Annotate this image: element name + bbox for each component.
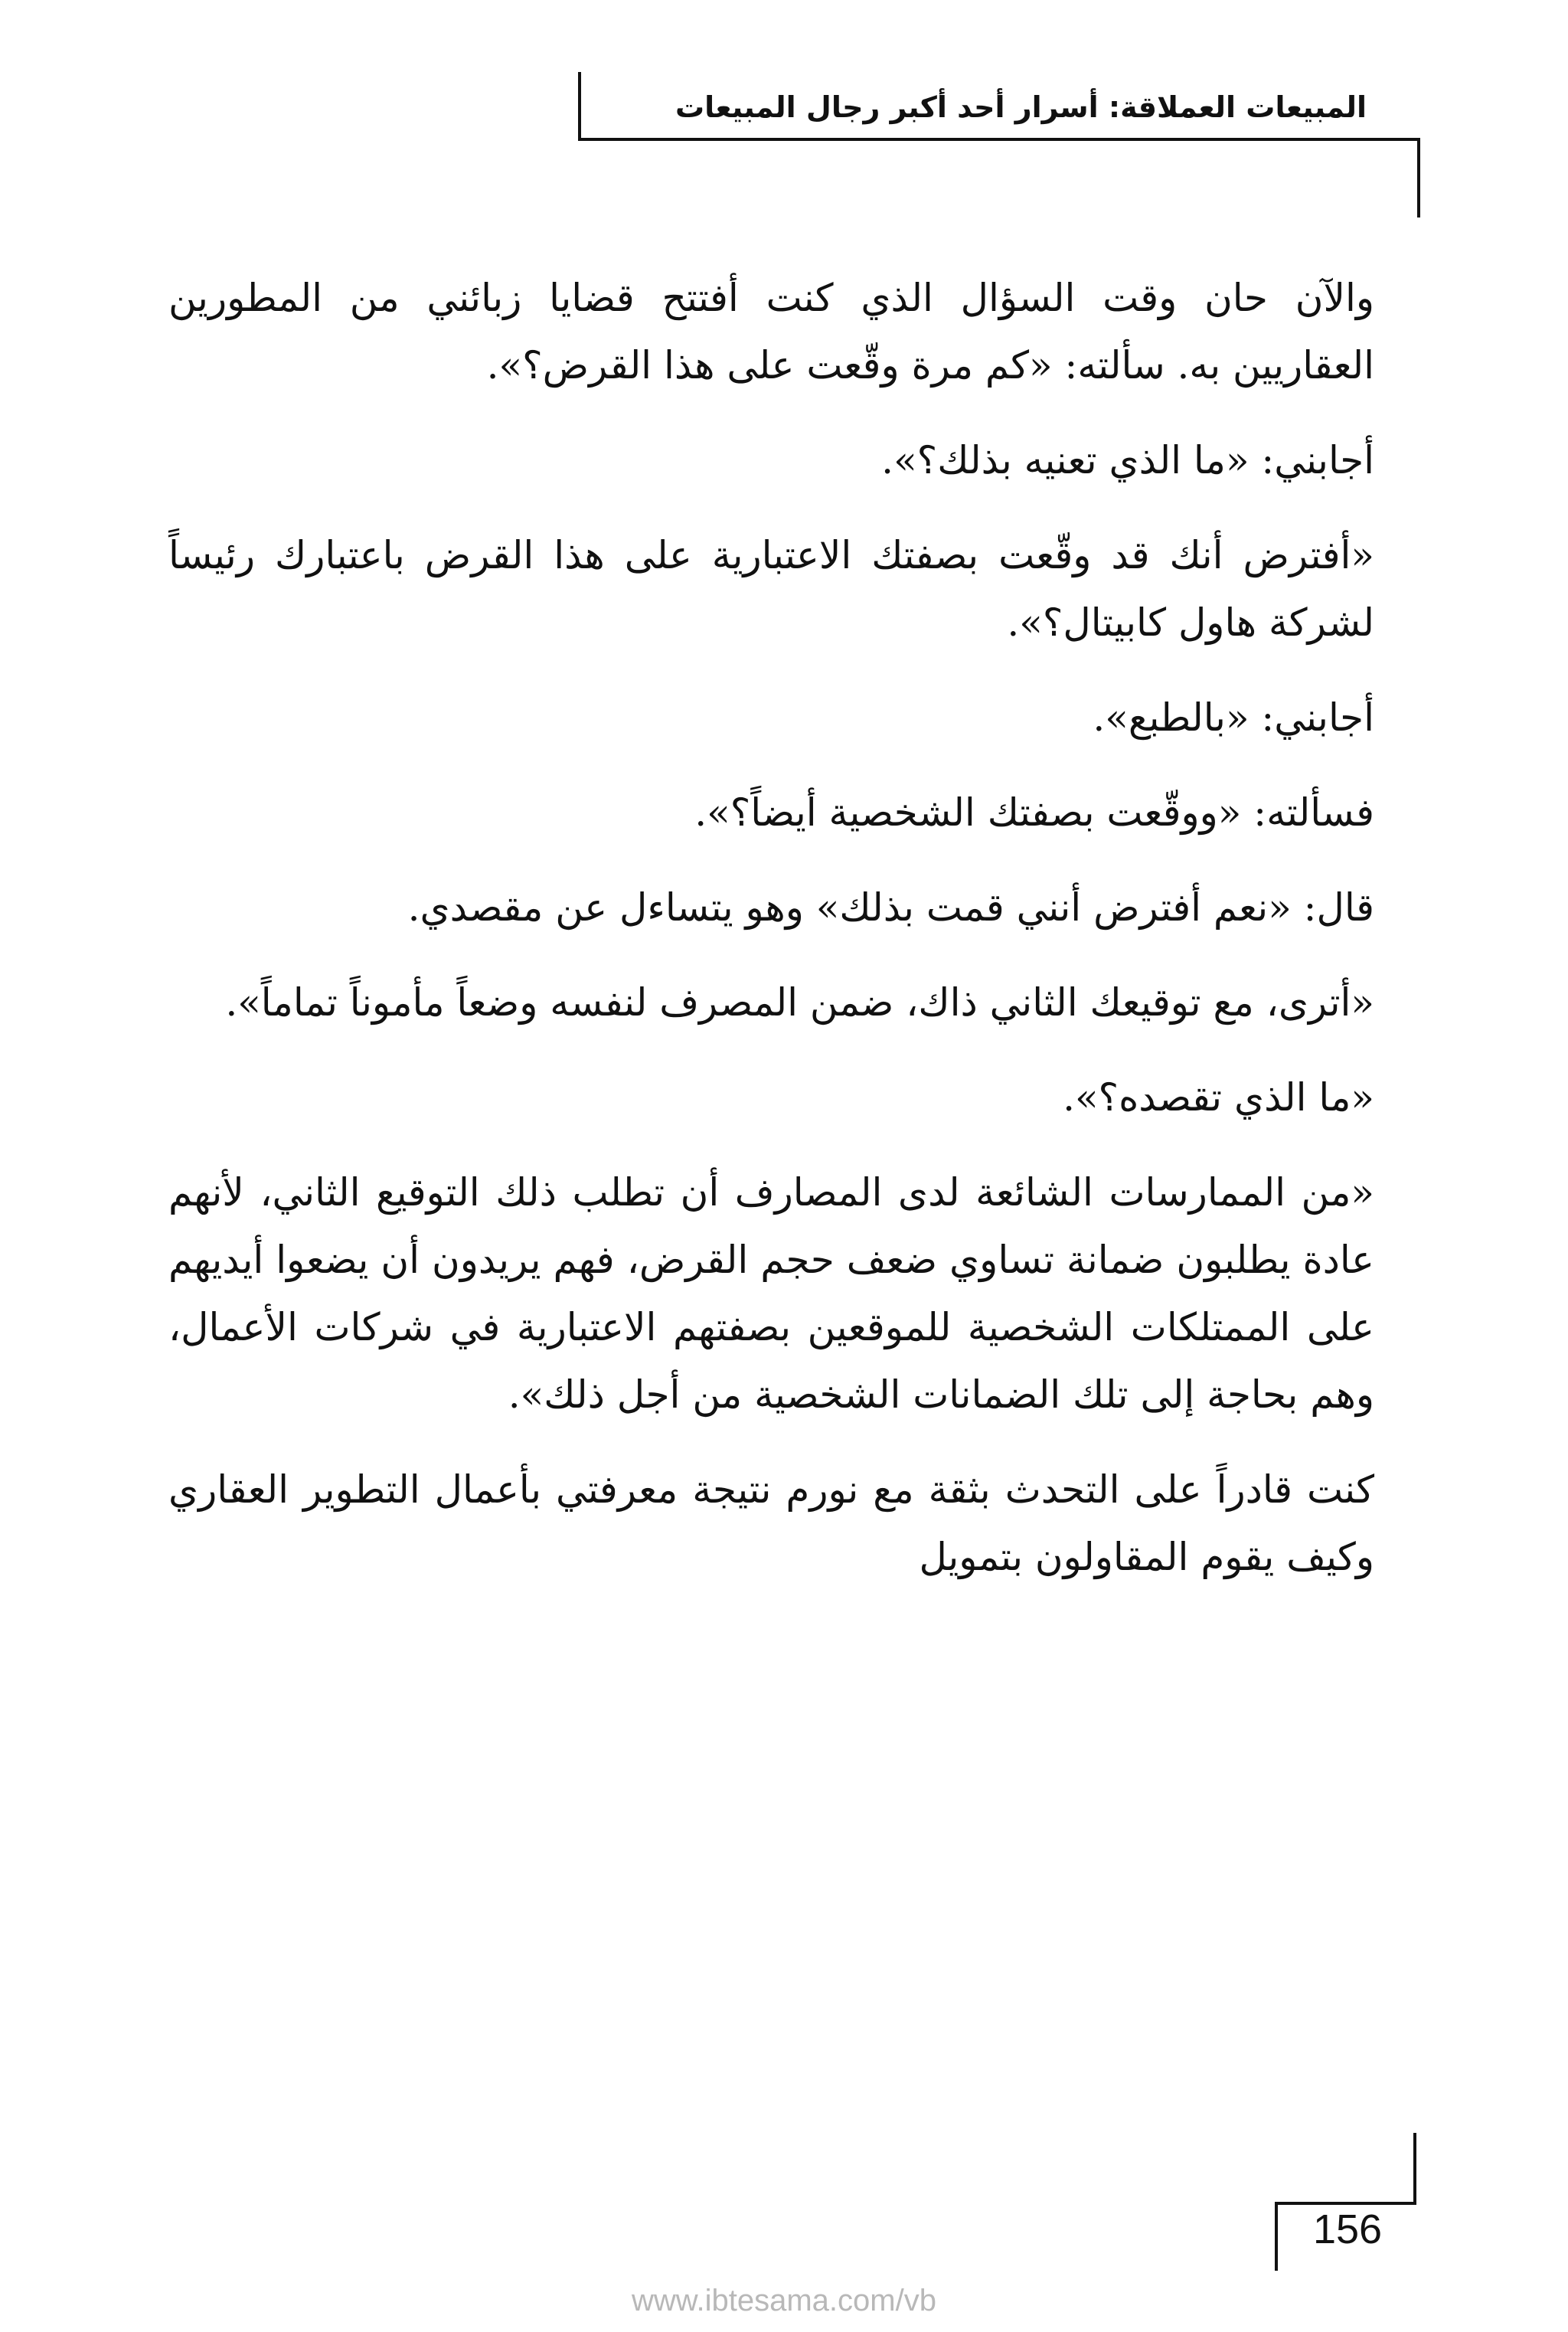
- header-rule-right-tick: [1417, 141, 1420, 218]
- watermark-link[interactable]: www.ibtesama.com/vb: [632, 2284, 936, 2317]
- paragraph: كنت قادراً على التحدث بثقة مع نورم نتيجة معرفتي بأعمال التطوير العقاري وكيف يقوم المقاولون بتمويل: [168, 1467, 1374, 1579]
- page-number: 156: [1312, 2206, 1383, 2252]
- paragraph: قال: «نعم أفترض أنني قمت بذلك» وهو يتساءل عن مقصدي.: [407, 885, 1374, 930]
- paragraph: والآن حان وقت السؤال الذي كنت أفتتح قضايا زبائني من المطورين العقاريين به. سألته: «كم مرة وقّعت على هذا القرض؟».: [168, 276, 1374, 388]
- body-text: [168, 264, 1374, 1618]
- running-header-title: المبيعات العملاقة: أسرار أحد أكبر رجال المبيعات: [675, 90, 1367, 124]
- header-rule: [578, 138, 1420, 141]
- paragraph: «أترى، مع توقيعك الثاني ذاك، ضمن المصرف لنفسه وضعاً مأموناً تماماً».: [225, 980, 1374, 1025]
- paragraph: «أفترض أنك قد وقّعت بصفتك الاعتبارية على هذا القرض باعتبارك رئيساً لشركة هاول كابيتال؟».: [168, 533, 1374, 645]
- paragraph: «ما الذي تقصده؟».: [1063, 1075, 1374, 1120]
- footer-rule: [1275, 2202, 1416, 2205]
- footer-rule-left-tick: [1275, 2202, 1278, 2271]
- paragraph: أجابني: «بالطبع».: [1093, 695, 1374, 740]
- footer-rule-vertical: [1413, 2133, 1416, 2202]
- paragraph: أجابني: «ما الذي تعنيه بذلك؟».: [881, 438, 1374, 482]
- paragraph: فسألته: «ووقّعت بصفتك الشخصية أيضاً؟».: [694, 790, 1374, 835]
- paragraph: «من الممارسات الشائعة لدى المصارف أن تطلب ذلك التوقيع الثاني، لأنهم عادة يطلبون ضمانة تساوي ضعف حجم القرض، فهم يريدون أن يضعوا أيديهم على الممتلكات الشخصية للموقعين بصفتهم الاعتبارية في شركات الأعمال، وهم بحاجة إلى تلك الضمانات الشخصية من أجل ذلك».: [168, 1170, 1374, 1417]
- header-rule-left-tick: [578, 72, 581, 141]
